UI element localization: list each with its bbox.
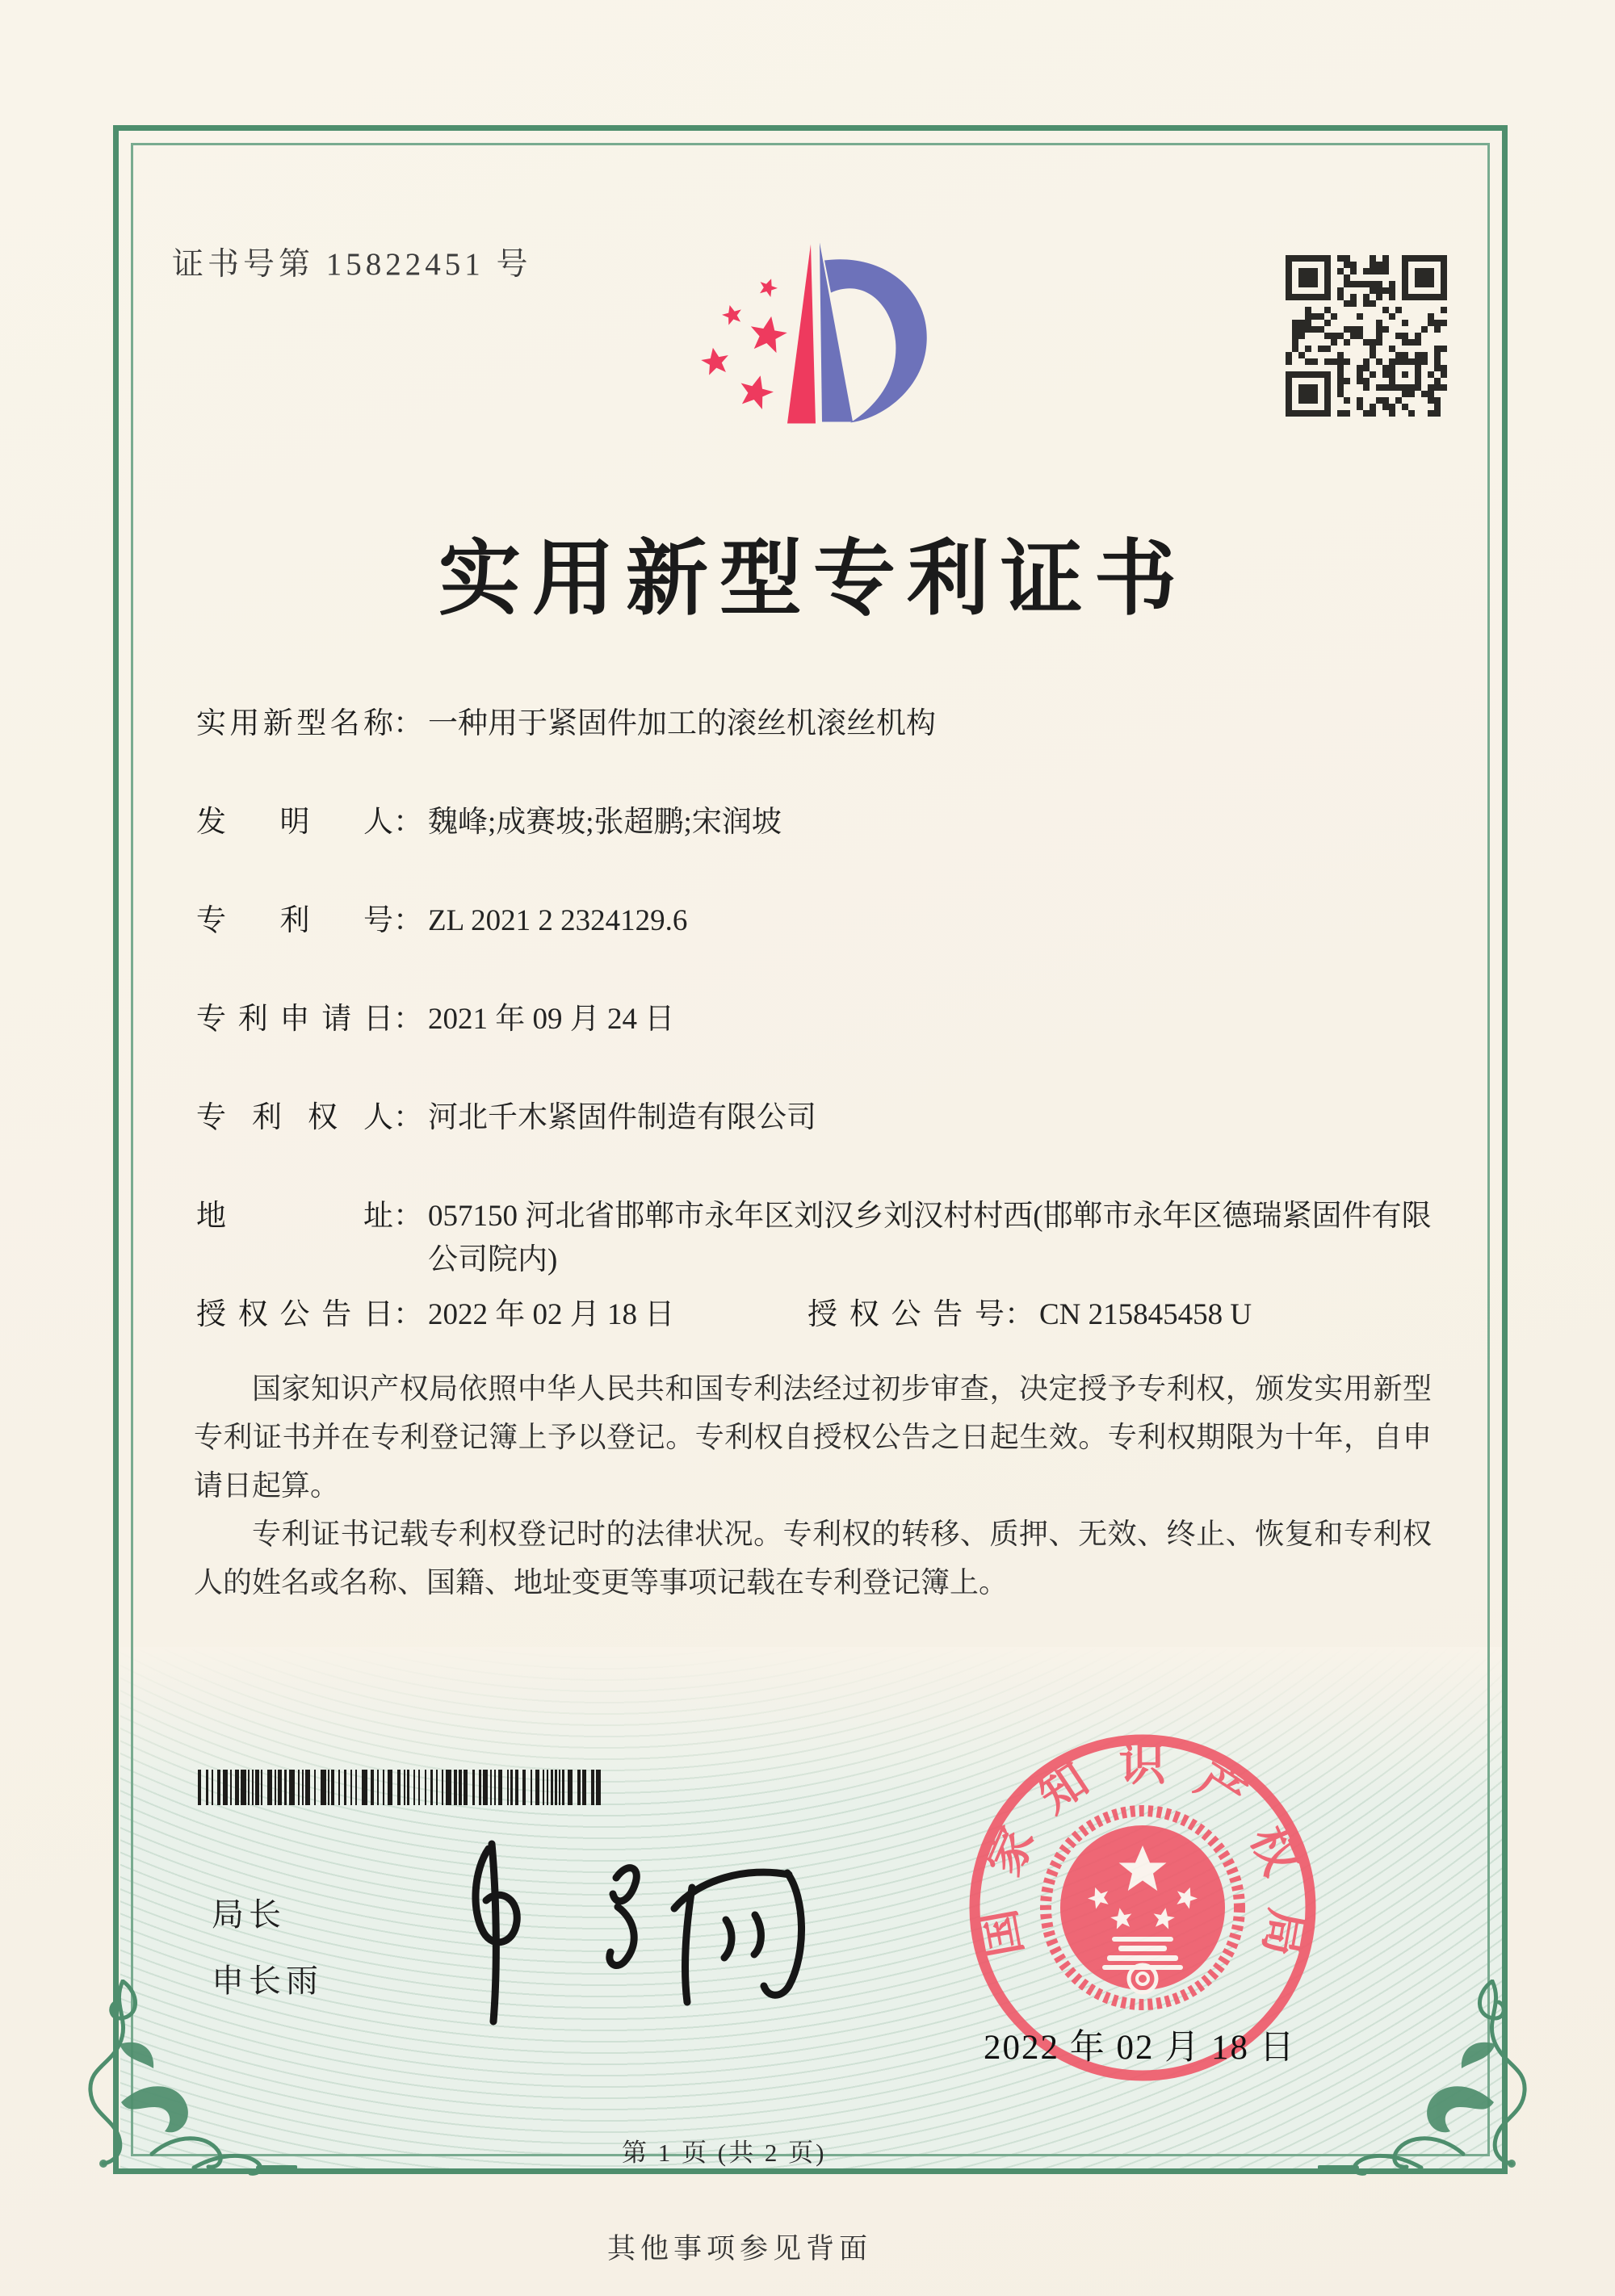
- field-colon: ：: [393, 1298, 423, 1331]
- corner-flourish-icon: [71, 1980, 297, 2181]
- field-value: 河北千木紧固件制造有限公司: [428, 1101, 816, 1134]
- commissioner-title: 局长: [212, 1897, 286, 1933]
- field-row-filing-date: [196, 998, 674, 1041]
- field-value: 2022 年 02 月 18 日: [428, 1298, 675, 1331]
- field-colon: ：: [1005, 1298, 1034, 1331]
- field-value: CN 215845458 U: [1039, 1298, 1252, 1331]
- page-number: 第 1 页 (共 2 页): [622, 2139, 827, 2167]
- field-value: 魏峰;成赛坡;张超鹏;宋润坡: [428, 806, 782, 839]
- legal-paragraph-1: 国家知识产权局依照中华人民共和国专利法经过初步审查，决定授予专利权，颁发实用新型专利证书并在专利登记簿上予以登记。专利权自授权公告之日起生效。专利权期限为十年，自申请日起算。: [194, 1372, 1432, 1502]
- field-pair-grant-number: [808, 1293, 1252, 1337]
- field-row-grant: [196, 1293, 1440, 1337]
- field-label: 专利权人: [196, 1101, 393, 1134]
- certificate-title: 实用新型专利证书: [438, 534, 1188, 626]
- field-row-patentee: [196, 1096, 816, 1140]
- field-value: 2021 年 09 月 24 日: [428, 1003, 675, 1036]
- field-label: 授权公告号: [808, 1298, 1005, 1331]
- cnipa-logo-icon: [666, 216, 945, 483]
- field-label: 发明人: [196, 806, 393, 839]
- certificate-number: 证书号第 15822451 号: [172, 247, 532, 282]
- seal-date: 2022 年 02 月 18 日: [984, 2029, 1296, 2067]
- field-label: 授权公告日: [196, 1298, 393, 1331]
- field-colon: ：: [393, 806, 423, 839]
- legal-paragraph-2: 专利证书记载专利权登记时的法律状况。专利权的转移、质押、无效、终止、恢复和专利权人的姓名或名称、国籍、地址变更等事项记载在专利登记簿上。: [194, 1518, 1432, 1598]
- field-colon: ：: [393, 707, 423, 740]
- commissioner-signature: [408, 1831, 860, 2037]
- field-label: 专利号: [196, 904, 393, 937]
- field-label: 专利申请日: [196, 1003, 393, 1036]
- corner-flourish-icon: [1318, 1980, 1544, 2181]
- field-value: ZL 2021 2 2324129.6: [428, 904, 688, 937]
- field-colon: ：: [393, 904, 423, 937]
- qr-code: [1286, 255, 1447, 417]
- field-colon: ：: [393, 1003, 423, 1036]
- field-colon: ：: [393, 1200, 423, 1233]
- field-row-name: [196, 702, 936, 746]
- field-colon: ：: [393, 1101, 423, 1134]
- field-row-patent-number: [196, 899, 687, 943]
- legal-text: [194, 1364, 1432, 1607]
- field-row-inventor: [196, 801, 782, 844]
- back-side-note: 其他事项参见背面: [607, 2233, 873, 2265]
- barcode: [198, 1770, 606, 1805]
- seal-text: 国家知识产权局: [971, 1737, 1314, 1961]
- field-value: 057150 河北省邯郸市永年区刘汉乡刘汉村村西(邯郸市永年区德瑞紧固件有限公司院内): [428, 1200, 1432, 1276]
- field-row-address: [196, 1195, 1440, 1281]
- commissioner-name: 申长雨: [212, 1963, 323, 1999]
- field-label: 实用新型名称: [196, 707, 393, 740]
- field-label: 地址: [196, 1200, 393, 1233]
- field-value: 一种用于紧固件加工的滚丝机滚丝机构: [428, 707, 936, 740]
